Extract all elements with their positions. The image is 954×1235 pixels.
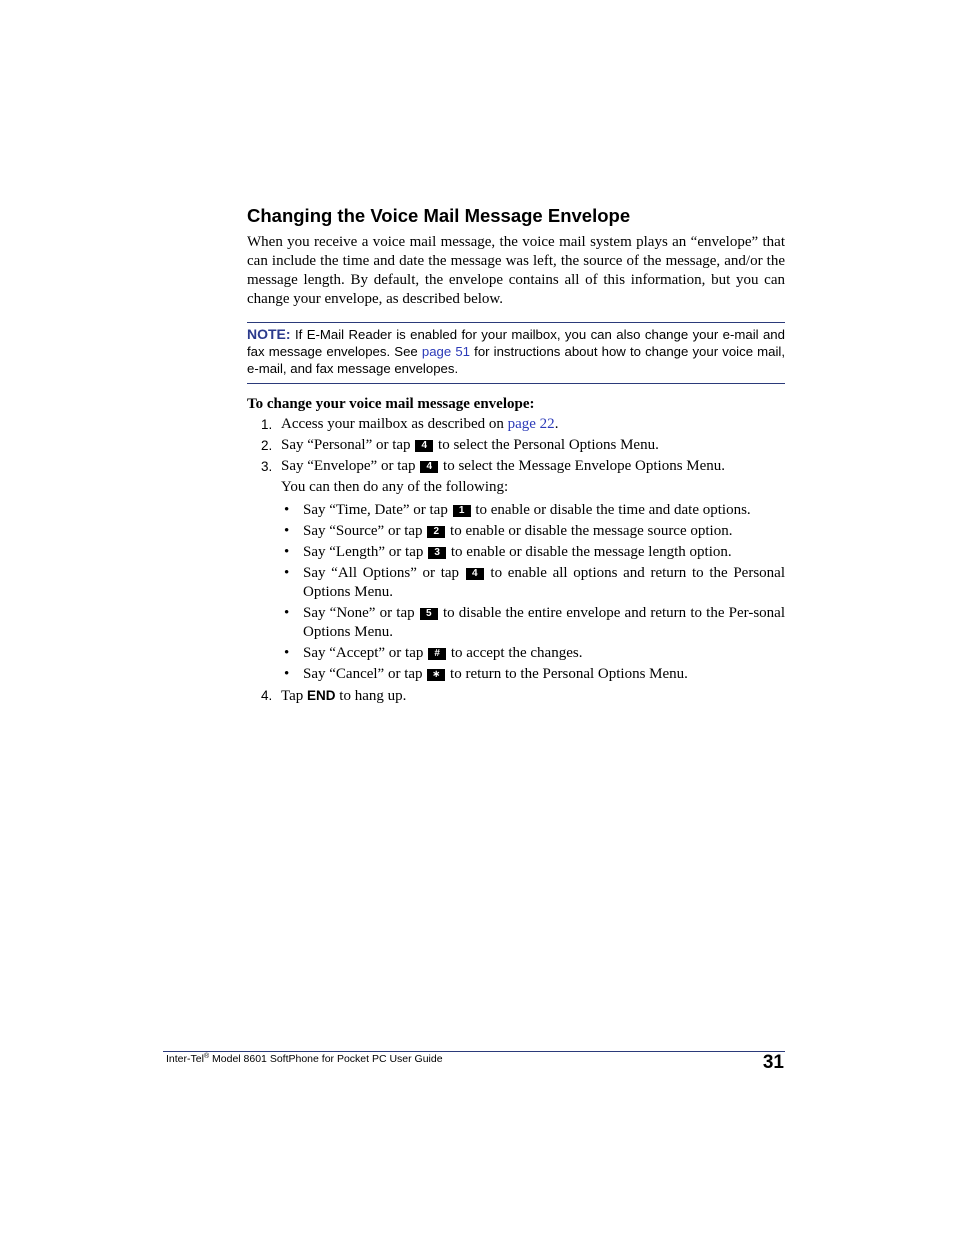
option-text-before: Say “Source” or tap	[303, 523, 423, 539]
step-text	[281, 686, 785, 706]
step-text	[281, 436, 785, 455]
step-text-after: to hang up.	[339, 688, 407, 704]
key-4-icon: 4	[420, 461, 438, 473]
key-1-icon: 1	[453, 505, 471, 517]
option-text-after: to disable the entire envelope and return to the Per-sonal Options Menu.	[303, 605, 786, 640]
footer-rule	[163, 1051, 785, 1052]
option-text	[303, 604, 785, 642]
intro-paragraph: When you receive a voice mail message, the voice mail system plays an “envelope” that can include the time and date the message was left, the source of the message, and/or the message length. By default, the envelope contains all of this information, but you can change your envelope, as described below.	[247, 234, 785, 307]
page-51-link[interactable]: page 51	[421, 344, 471, 359]
note-text-before: If E-Mail Reader is enabled for your mailbox, you can also change your e-mail and fax message envelopes. See	[247, 327, 785, 359]
key-4-icon: 4	[466, 568, 484, 580]
step-number: 3.	[261, 459, 273, 474]
option-text-before: Say “Cancel” or tap	[303, 666, 423, 682]
bullet-icon: •	[284, 645, 290, 661]
option-text-before: Say “Accept” or tap	[303, 645, 424, 661]
option-text-before: Say “Time, Date” or tap	[303, 502, 448, 518]
step-number: 2.	[261, 438, 273, 453]
option-text	[303, 564, 785, 602]
note-text-after: for instructions about how to change your voice mail, e-mail, and fax message envelopes.	[247, 344, 785, 376]
step-text-before: Tap	[281, 688, 304, 704]
step-text	[281, 415, 785, 434]
procedure-title: To change your voice mail message envelope:	[247, 396, 535, 412]
note-box	[247, 322, 785, 384]
options-intro: You can then do any of the following:	[281, 479, 509, 495]
bullet-icon: •	[284, 523, 290, 539]
option-text-after: to enable or disable the message source option.	[450, 523, 733, 539]
key-star-icon: ∗	[427, 669, 445, 681]
option-text-before: Say “None” or tap	[303, 605, 415, 621]
option-text-after: to return to the Personal Options Menu.	[450, 666, 688, 682]
bullet-icon: •	[284, 605, 290, 621]
bullet-icon: •	[284, 666, 290, 682]
key-2-icon: 2	[427, 526, 445, 538]
option-text	[303, 501, 785, 520]
page-number: 31	[762, 1052, 784, 1073]
step-number: 1.	[261, 417, 273, 432]
step-text-after: to select the Message Envelope Options Menu.	[443, 458, 726, 474]
section-heading: Changing the Voice Mail Message Envelope	[247, 205, 631, 226]
footer-brand: Inter-Tel	[166, 1053, 204, 1065]
step-text-after: .	[554, 416, 559, 432]
bullet-icon: •	[284, 544, 290, 560]
bullet-icon: •	[284, 502, 290, 518]
option-text-after: to enable or disable the message length option.	[450, 544, 732, 560]
key-3-icon: 3	[428, 547, 446, 559]
option-text-after: to accept the changes.	[450, 645, 583, 661]
option-text-before: Say “Length” or tap	[303, 544, 424, 560]
option-text-before: Say “All Options” or tap	[303, 565, 460, 581]
option-text-after: to enable all options and return to the Personal Options Menu.	[303, 565, 785, 600]
option-text	[303, 543, 785, 562]
footer-guide-title: Model 8601 SoftPhone for Pocket PC User Guide	[209, 1053, 443, 1065]
step-number: 4.	[261, 688, 273, 703]
key-pound-icon: #	[428, 648, 446, 660]
footer-title	[166, 1053, 443, 1065]
step-text-after: to select the Personal Options Menu.	[438, 437, 659, 453]
step-text-before: Access your mailbox as described on	[281, 416, 504, 432]
registered-mark: ®	[203, 1053, 210, 1060]
option-text	[303, 522, 785, 541]
step-text	[281, 457, 785, 476]
option-text	[303, 644, 785, 663]
option-text-after: to enable or disable the time and date options.	[475, 502, 751, 518]
note-label: NOTE:	[247, 326, 291, 342]
key-5-icon: 5	[420, 608, 438, 620]
page-22-link[interactable]: page 22	[507, 416, 555, 432]
bullet-icon: •	[284, 565, 290, 581]
step-text-before: Say “Personal” or tap	[281, 437, 411, 453]
option-text	[303, 665, 785, 684]
end-key-label: END	[307, 688, 336, 703]
key-4-icon: 4	[415, 440, 433, 452]
step-text-before: Say “Envelope” or tap	[281, 458, 416, 474]
